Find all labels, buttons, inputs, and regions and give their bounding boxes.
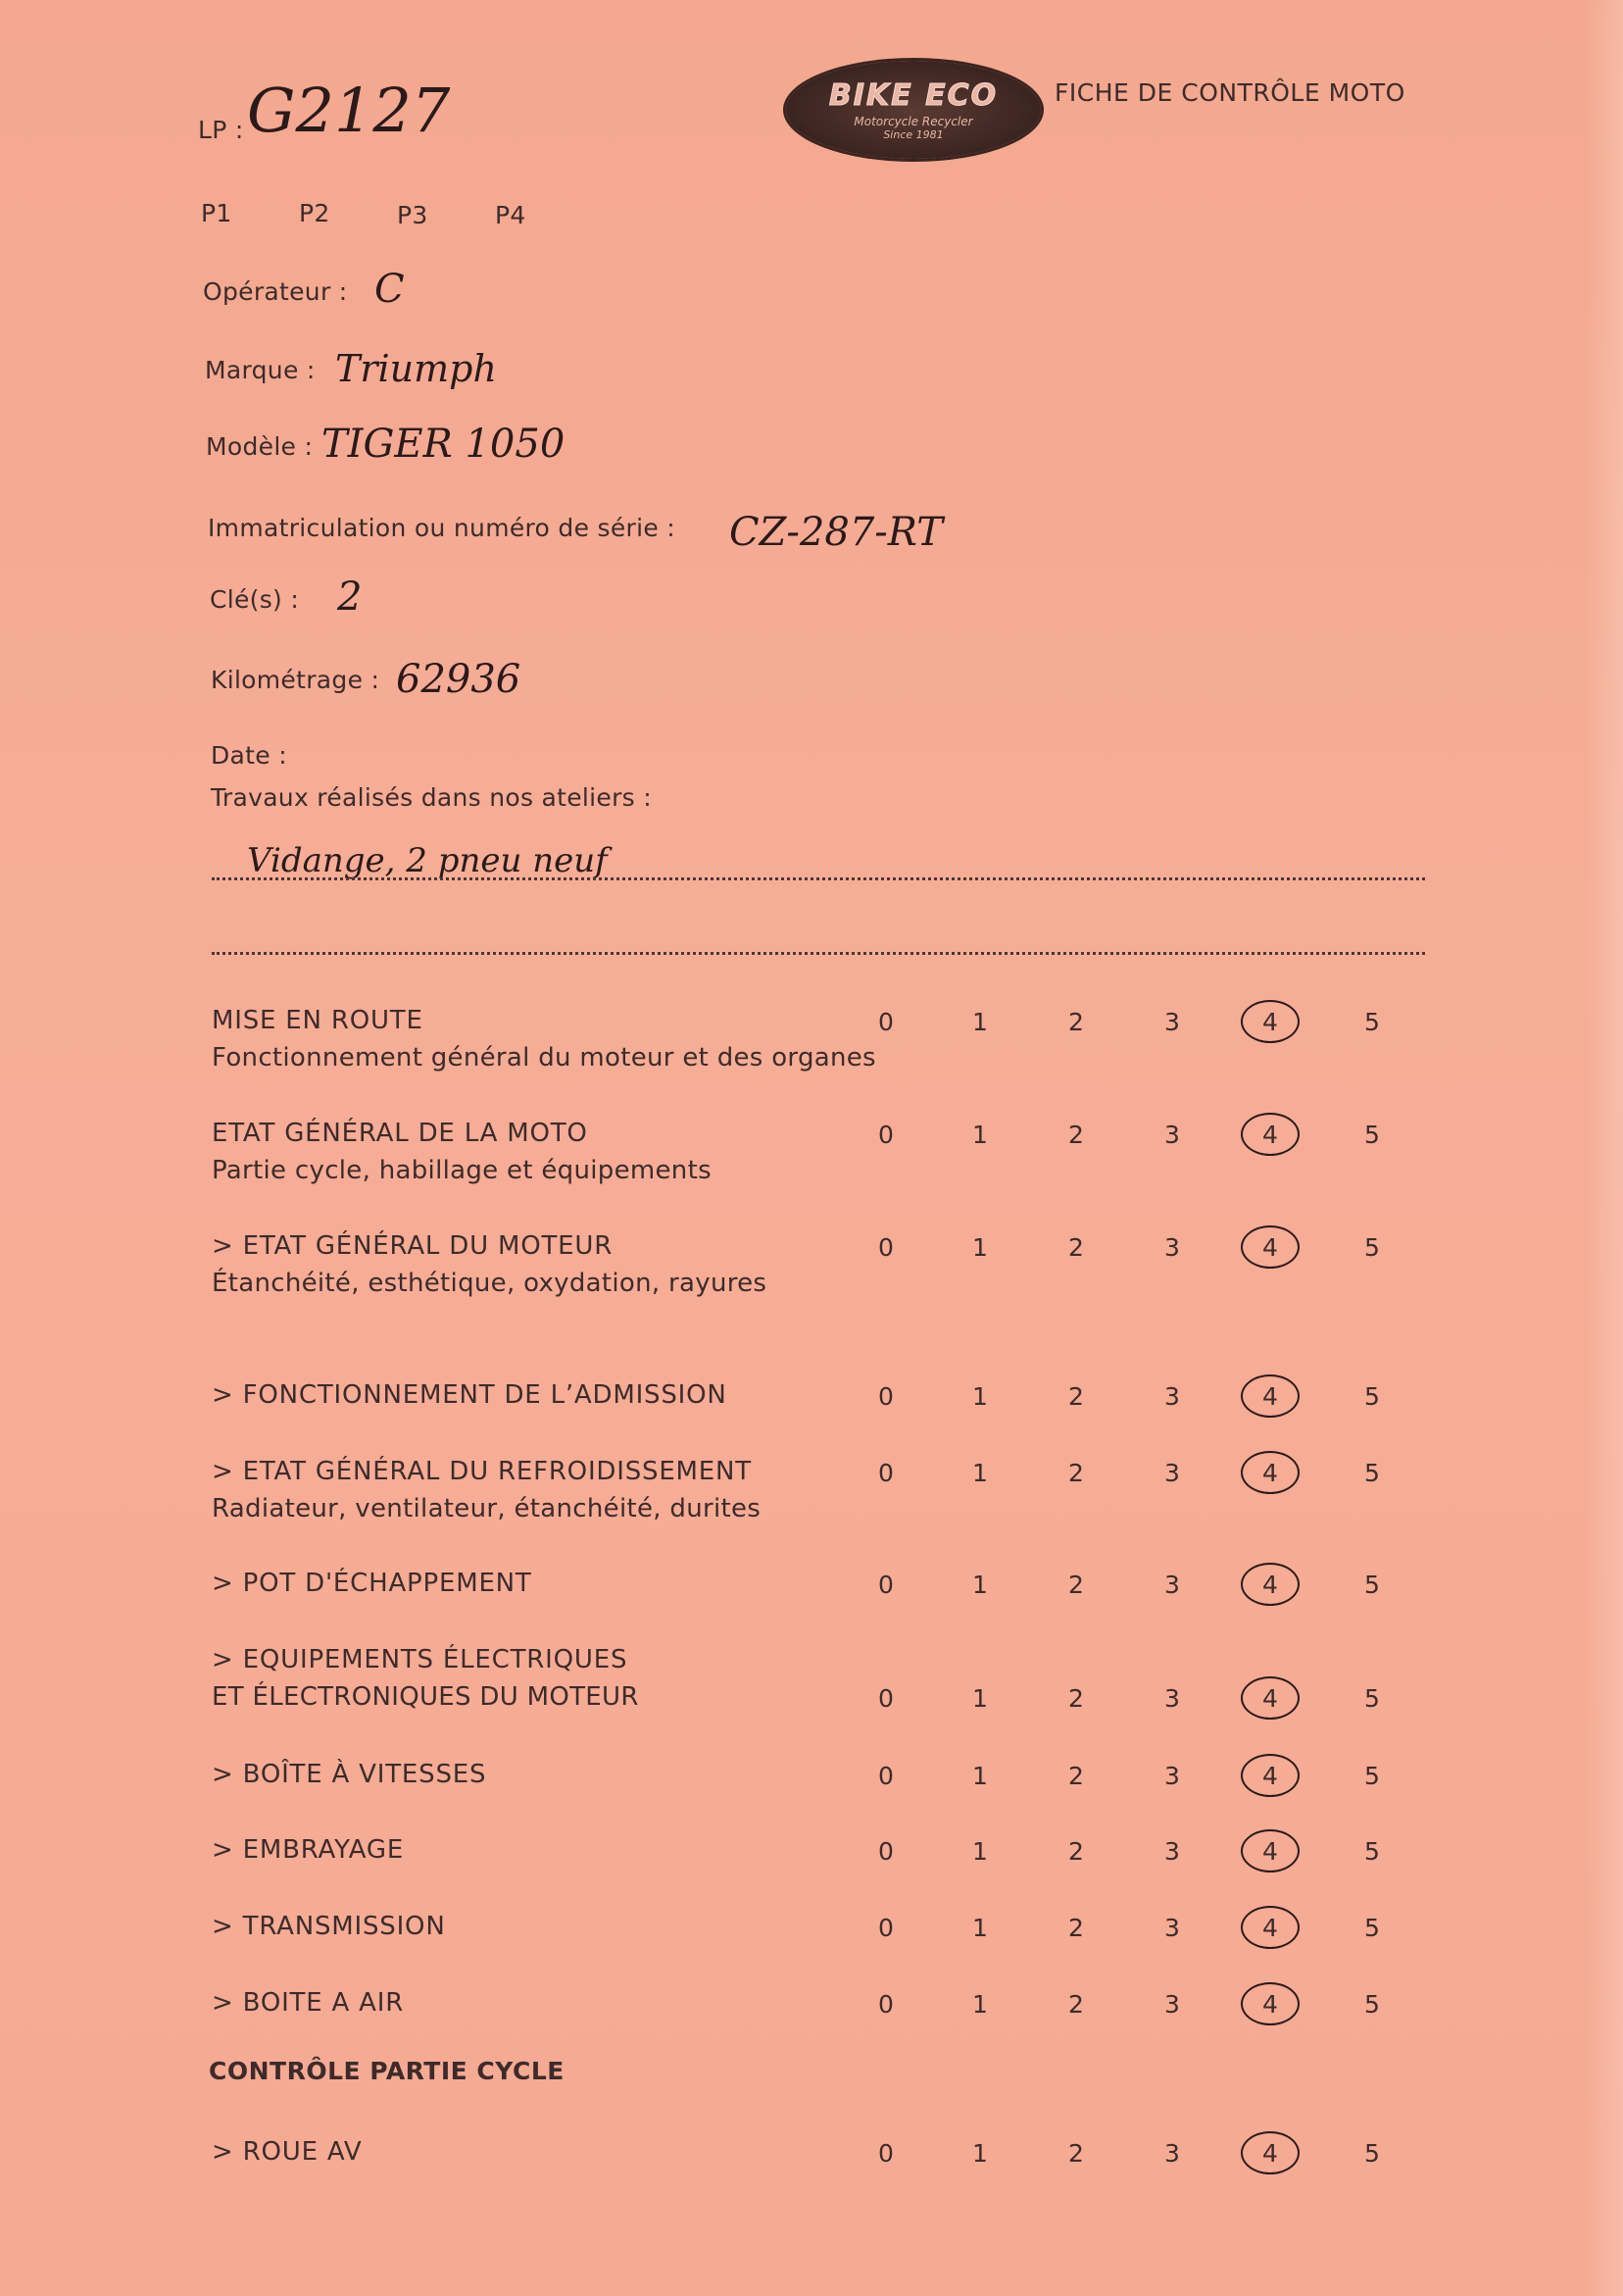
modele-value: TIGER 1050 bbox=[321, 422, 566, 467]
selected-score-circle bbox=[1241, 1563, 1300, 1606]
rating-row-subtitle: ET ÉLECTRONIQUES DU MOTEUR bbox=[212, 1682, 639, 1712]
position-p3: P3 bbox=[397, 201, 428, 229]
rating-row-title: MISE EN ROUTE bbox=[212, 1006, 423, 1035]
selected-score-circle bbox=[1241, 1113, 1300, 1156]
score-option-2[interactable]: 2 bbox=[1068, 1762, 1084, 1790]
score-option-0[interactable]: 0 bbox=[878, 1837, 894, 1866]
score-option-2[interactable]: 2 bbox=[1068, 1914, 1084, 1942]
score-option-0[interactable]: 0 bbox=[878, 1914, 894, 1942]
selected-score-circle bbox=[1241, 1906, 1300, 1949]
score-option-4[interactable]: 4 bbox=[1262, 1008, 1278, 1036]
score-option-0[interactable]: 0 bbox=[878, 1121, 894, 1149]
rating-row-title: > TRANSMISSION bbox=[212, 1912, 446, 1941]
modele-label: Modèle : bbox=[206, 432, 314, 461]
score-option-2[interactable]: 2 bbox=[1068, 1684, 1084, 1713]
score-option-2[interactable]: 2 bbox=[1068, 1233, 1084, 1262]
score-option-1[interactable]: 1 bbox=[972, 1837, 988, 1866]
lp-label: LP : bbox=[198, 116, 244, 144]
score-option-3[interactable]: 3 bbox=[1164, 1837, 1180, 1866]
score-option-3[interactable]: 3 bbox=[1164, 1121, 1180, 1149]
score-option-2[interactable]: 2 bbox=[1068, 1459, 1084, 1487]
score-option-5[interactable]: 5 bbox=[1364, 1008, 1380, 1036]
score-option-5[interactable]: 5 bbox=[1364, 2139, 1380, 2168]
selected-score-circle bbox=[1241, 1829, 1300, 1872]
score-option-4[interactable]: 4 bbox=[1262, 1762, 1278, 1790]
section-title-partie-cycle: CONTRÔLE PARTIE CYCLE bbox=[209, 2057, 565, 2085]
selected-score-circle bbox=[1241, 1451, 1300, 1494]
marque-label: Marque : bbox=[205, 356, 316, 384]
score-option-5[interactable]: 5 bbox=[1364, 1914, 1380, 1942]
score-option-1[interactable]: 1 bbox=[972, 1121, 988, 1149]
score-option-4[interactable]: 4 bbox=[1262, 1459, 1278, 1487]
selected-score-circle bbox=[1241, 1000, 1300, 1043]
score-option-1[interactable]: 1 bbox=[972, 1571, 988, 1599]
score-option-3[interactable]: 3 bbox=[1164, 1382, 1180, 1411]
score-option-0[interactable]: 0 bbox=[878, 1382, 894, 1411]
score-option-2[interactable]: 2 bbox=[1068, 1571, 1084, 1599]
rating-row-subtitle: Étanchéité, esthétique, oxydation, rayures bbox=[212, 1269, 767, 1298]
score-option-5[interactable]: 5 bbox=[1364, 1459, 1380, 1487]
rating-row-subtitle: Radiateur, ventilateur, étanchéité, durites bbox=[212, 1494, 762, 1523]
score-option-4[interactable]: 4 bbox=[1262, 1382, 1278, 1411]
score-option-4[interactable]: 4 bbox=[1262, 1914, 1278, 1942]
score-option-5[interactable]: 5 bbox=[1364, 1837, 1380, 1866]
score-option-1[interactable]: 1 bbox=[972, 1684, 988, 1713]
score-option-4[interactable]: 4 bbox=[1262, 1121, 1278, 1149]
kilometrage-label: Kilométrage : bbox=[211, 666, 380, 694]
selected-score-circle bbox=[1241, 1225, 1300, 1269]
score-option-2[interactable]: 2 bbox=[1068, 1121, 1084, 1149]
logo-since: Since 1981 bbox=[883, 128, 944, 141]
score-option-0[interactable]: 0 bbox=[878, 2139, 894, 2168]
score-option-5[interactable]: 5 bbox=[1364, 1762, 1380, 1790]
score-option-1[interactable]: 1 bbox=[972, 1459, 988, 1487]
rating-row-title: > EQUIPEMENTS ÉLECTRIQUES bbox=[212, 1645, 628, 1674]
score-option-1[interactable]: 1 bbox=[972, 2139, 988, 2168]
score-option-2[interactable]: 2 bbox=[1068, 1008, 1084, 1036]
selected-score-circle bbox=[1241, 1982, 1300, 2025]
page-title: FICHE DE CONTRÔLE MOTO bbox=[1055, 78, 1405, 107]
cles-value: 2 bbox=[337, 574, 363, 620]
position-p1: P1 bbox=[201, 199, 232, 227]
position-p2: P2 bbox=[299, 199, 330, 227]
selected-score-circle bbox=[1241, 1374, 1300, 1418]
kilometrage-value: 62936 bbox=[396, 657, 521, 702]
score-option-5[interactable]: 5 bbox=[1364, 1990, 1380, 2019]
score-option-3[interactable]: 3 bbox=[1164, 1571, 1180, 1599]
score-option-2[interactable]: 2 bbox=[1068, 1837, 1084, 1866]
operateur-label: Opérateur : bbox=[203, 277, 348, 306]
score-option-0[interactable]: 0 bbox=[878, 1233, 894, 1262]
logo-brand: BIKE ECO bbox=[828, 78, 999, 113]
score-option-4[interactable]: 4 bbox=[1262, 1571, 1278, 1599]
travaux-line-1 bbox=[212, 877, 1425, 880]
selected-score-circle bbox=[1241, 1754, 1300, 1797]
score-option-3[interactable]: 3 bbox=[1164, 2139, 1180, 2168]
score-option-3[interactable]: 3 bbox=[1164, 1762, 1180, 1790]
rating-row-title: ETAT GÉNÉRAL DE LA MOTO bbox=[212, 1119, 588, 1148]
score-option-3[interactable]: 3 bbox=[1164, 1008, 1180, 1036]
score-option-0[interactable]: 0 bbox=[878, 1008, 894, 1036]
score-option-5[interactable]: 5 bbox=[1364, 1684, 1380, 1713]
score-option-3[interactable]: 3 bbox=[1164, 1233, 1180, 1262]
marque-value: Triumph bbox=[335, 347, 497, 390]
score-option-2[interactable]: 2 bbox=[1068, 1990, 1084, 2019]
score-option-2[interactable]: 2 bbox=[1068, 2139, 1084, 2168]
score-option-0[interactable]: 0 bbox=[878, 1684, 894, 1713]
position-p4: P4 bbox=[495, 201, 526, 229]
score-option-5[interactable]: 5 bbox=[1364, 1121, 1380, 1149]
rating-row-subtitle: Partie cycle, habillage et équipements bbox=[212, 1156, 712, 1185]
travaux-label: Travaux réalisés dans nos ateliers : bbox=[211, 783, 652, 812]
rating-row-title: > FONCTIONNEMENT DE L’ADMISSION bbox=[212, 1380, 727, 1410]
rating-row-title: > BOÎTE À VITESSES bbox=[212, 1760, 487, 1789]
bike-eco-logo bbox=[786, 61, 1041, 159]
score-option-1[interactable]: 1 bbox=[972, 1990, 988, 2019]
logo-tagline: Motorcycle Recycler bbox=[854, 115, 973, 128]
score-option-4[interactable]: 4 bbox=[1262, 1990, 1278, 2019]
rating-row-subtitle: Fonctionnement général du moteur et des organes bbox=[212, 1043, 876, 1073]
score-option-5[interactable]: 5 bbox=[1364, 1571, 1380, 1599]
score-option-0[interactable]: 0 bbox=[878, 1990, 894, 2019]
score-option-1[interactable]: 1 bbox=[972, 1008, 988, 1036]
operateur-value: C bbox=[374, 267, 405, 312]
score-option-4[interactable]: 4 bbox=[1262, 1684, 1278, 1713]
score-option-1[interactable]: 1 bbox=[972, 1382, 988, 1411]
rating-row-title: > POT D'ÉCHAPPEMENT bbox=[212, 1569, 532, 1598]
score-option-5[interactable]: 5 bbox=[1364, 1382, 1380, 1411]
score-option-5[interactable]: 5 bbox=[1364, 1233, 1380, 1262]
score-option-0[interactable]: 0 bbox=[878, 1459, 894, 1487]
score-option-3[interactable]: 3 bbox=[1164, 1990, 1180, 2019]
score-option-2[interactable]: 2 bbox=[1068, 1382, 1084, 1411]
score-option-4[interactable]: 4 bbox=[1262, 1837, 1278, 1866]
cles-label: Clé(s) : bbox=[210, 585, 300, 614]
score-option-4[interactable]: 4 bbox=[1262, 1233, 1278, 1262]
travaux-value: Vidange, 2 pneu neuf bbox=[247, 841, 608, 880]
rating-row-title: > ROUE AV bbox=[212, 2137, 363, 2167]
score-option-1[interactable]: 1 bbox=[972, 1233, 988, 1262]
lp-value: G2127 bbox=[247, 75, 451, 146]
score-option-1[interactable]: 1 bbox=[972, 1914, 988, 1942]
score-option-0[interactable]: 0 bbox=[878, 1571, 894, 1599]
selected-score-circle bbox=[1241, 1676, 1300, 1720]
immat-label: Immatriculation ou numéro de série : bbox=[208, 514, 675, 542]
rating-row-title: > ETAT GÉNÉRAL DU REFROIDISSEMENT bbox=[212, 1457, 752, 1486]
immat-value: CZ-287-RT bbox=[729, 510, 943, 555]
date-label: Date : bbox=[211, 741, 287, 770]
score-option-4[interactable]: 4 bbox=[1262, 2139, 1278, 2168]
score-option-3[interactable]: 3 bbox=[1164, 1459, 1180, 1487]
selected-score-circle bbox=[1241, 2131, 1300, 2174]
rating-row-title: > EMBRAYAGE bbox=[212, 1835, 405, 1865]
rating-row-title: > BOITE A AIR bbox=[212, 1988, 405, 2018]
score-option-3[interactable]: 3 bbox=[1164, 1684, 1180, 1713]
travaux-line-2 bbox=[212, 952, 1425, 955]
score-option-0[interactable]: 0 bbox=[878, 1762, 894, 1790]
score-option-3[interactable]: 3 bbox=[1164, 1914, 1180, 1942]
rating-row-title: > ETAT GÉNÉRAL DU MOTEUR bbox=[212, 1231, 614, 1261]
score-option-1[interactable]: 1 bbox=[972, 1762, 988, 1790]
